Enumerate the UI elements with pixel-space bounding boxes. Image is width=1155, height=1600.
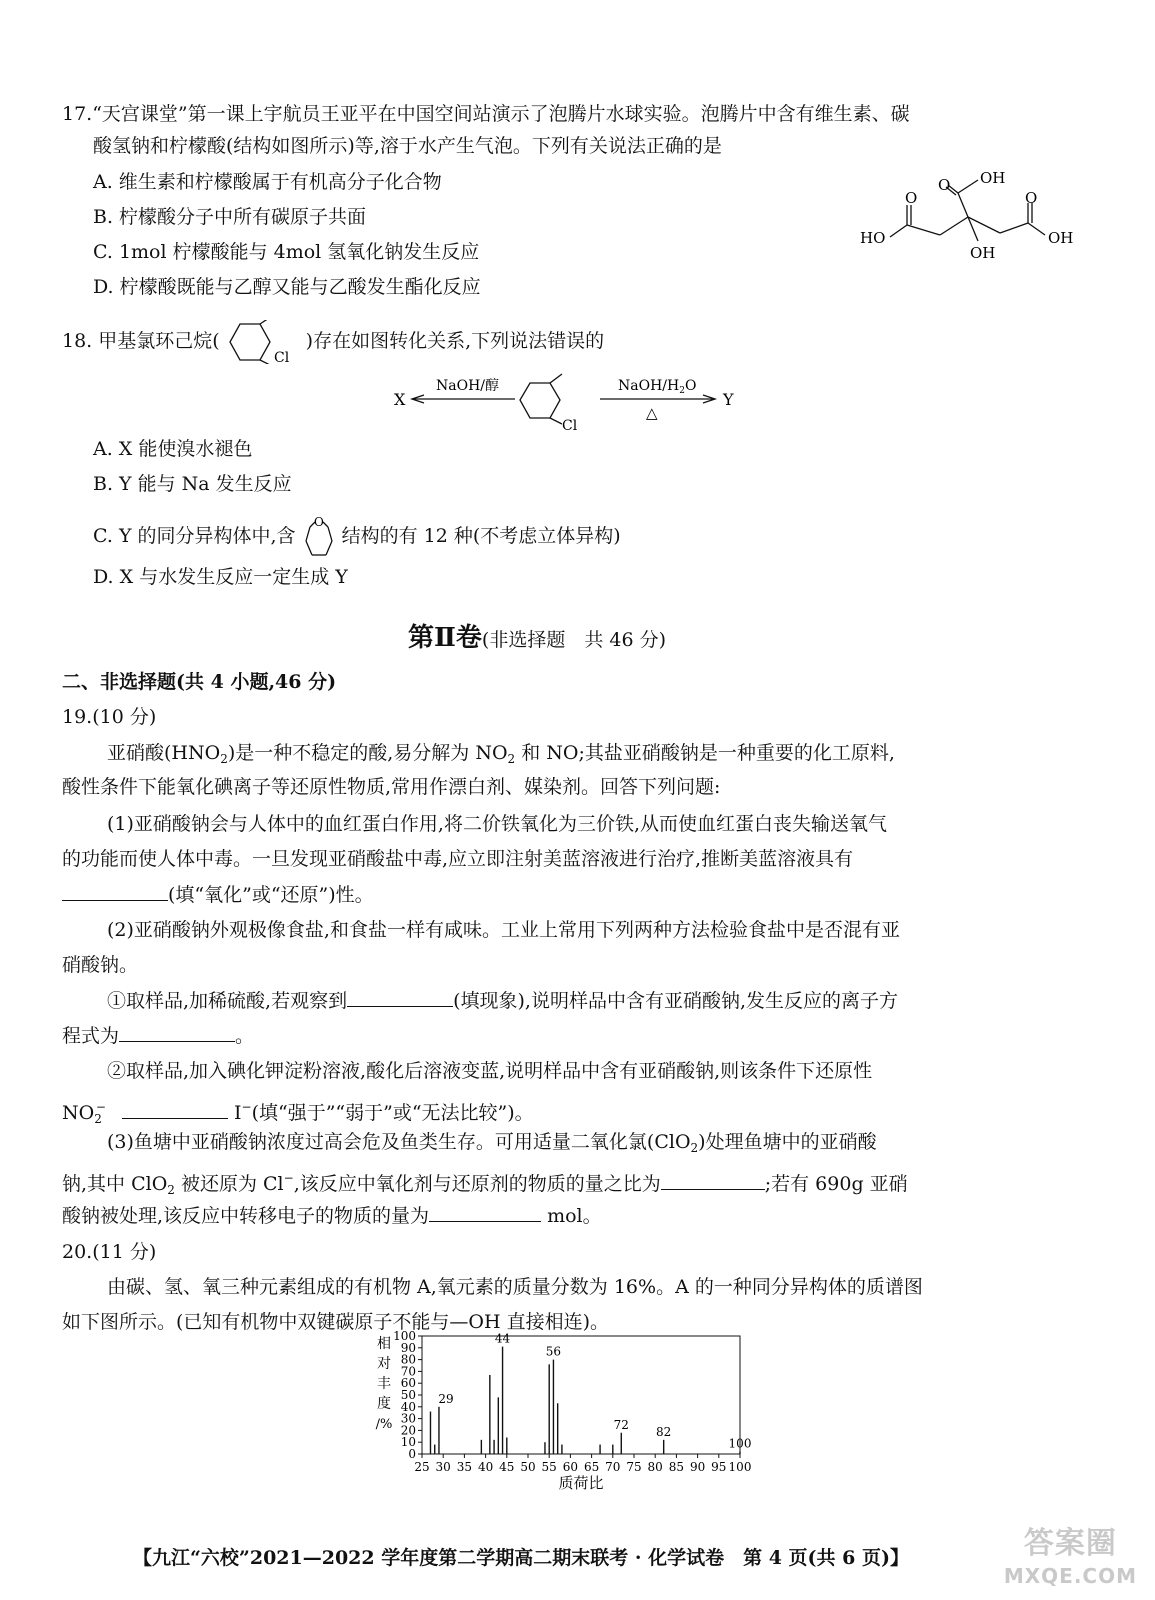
peak-label-100: 100 [728, 1436, 752, 1451]
x-tick-label: 25 [414, 1460, 430, 1474]
x-tick-label: 95 [711, 1460, 727, 1474]
y-label-unit: /% [375, 1417, 393, 1432]
chart-x-axis-label: 质荷比 [558, 1474, 604, 1490]
page-footer: 【九江“六校”2021—2022 学年度第二学期高二期末联考 · 化学试卷 第 4 页(共 6 页)】 [133, 1547, 909, 1569]
q19-p3-line2: 钠,其中 ClO$_2$ 被还原为 Cl−,该反应中氧化剂与还原剂的物质的量之比为 ;若有 690g 亚硝 [62, 1171, 908, 1197]
citric-acid-structure [850, 165, 1090, 265]
q18-stem-pre: 18. 甲基氯环己烷( [62, 330, 220, 352]
q17-stem-line1: 17.“天宫课堂”第一课上宇航员王亚平在中国空间站演示了泡腾片水球实验。泡腾片中含有维生素、碳 [62, 103, 910, 125]
q19-p2-line2: 硝酸钠。 [62, 954, 139, 976]
struct-oh-top: OH [980, 169, 1006, 187]
methylchlorocyclohexane-icon [220, 320, 306, 364]
y-tick-label: 40 [400, 1399, 416, 1414]
scheme-x-label: X [394, 390, 406, 409]
x-tick-label: 35 [456, 1460, 473, 1474]
q18-stem-post: )存在如图转化关系,下列说法错误的 [305, 330, 605, 352]
x-tick-label: 75 [626, 1460, 642, 1474]
struct-o-label: O [938, 176, 951, 194]
q18-option-b: B. Y 能与 Na 发生反应 [93, 473, 292, 495]
peak-label-29: 29 [438, 1391, 454, 1406]
y-label-char: 对 [377, 1356, 391, 1372]
section-2-title-text: 第Ⅱ卷 [408, 623, 482, 653]
y-tick-label: 80 [400, 1352, 416, 1367]
x-tick-label: 30 [435, 1460, 451, 1474]
struct-ho-left: HO [860, 229, 886, 247]
q19-p1-line3: (填“氧化”或“还原”)性。 [62, 882, 374, 907]
x-tick-label: 90 [689, 1460, 706, 1474]
x-tick-label: 50 [520, 1460, 536, 1474]
section-2-title [408, 617, 666, 654]
chart-frame [422, 1336, 740, 1454]
peak-label-72: 72 [613, 1417, 629, 1432]
q19-p2a-line1: ①取样品,加稀硫酸,若观察到 (填现象),说明样品中含有亚硝酸钠,发生反应的离子方 [107, 990, 898, 1012]
x-tick-label: 60 [562, 1460, 579, 1474]
y-tick-label: 60 [400, 1376, 416, 1391]
watermark-top: 答案圈 [1023, 1526, 1117, 1561]
chart-x-ticks [414, 1454, 751, 1474]
y-tick-label: 30 [400, 1411, 416, 1426]
y-label-char: 相 [377, 1336, 391, 1352]
x-tick-label: 65 [583, 1460, 600, 1474]
q19-p1-line2: 的功能而使人体中毒。一旦发现亚硝酸盐中毒,应立即注射美蓝溶液进行治疗,推断美蓝溶液具有 [62, 848, 854, 870]
q18-stem [62, 320, 604, 364]
struct-o-left: O [905, 189, 918, 207]
q19-p2b-line1: ②取样品,加入碘化钾淀粉溶液,酸化后溶液变蓝,说明样品中含有亚硝酸钠,则该条件下还原性 [107, 1060, 873, 1082]
x-tick-label: 85 [668, 1460, 685, 1474]
q18-option-c-post: 结构的有 12 种(不考虑立体异构) [341, 525, 621, 547]
ring-o-label: O [313, 515, 324, 529]
watermark-logo [1004, 1528, 1137, 1592]
q19-blank-2[interactable] [347, 988, 453, 1007]
struct-o-right: O [1025, 189, 1038, 207]
peak-label-82: 82 [656, 1424, 672, 1439]
q18-option-c [93, 513, 621, 561]
mass-spectrum-chart [370, 1330, 770, 1490]
y-tick-label: 20 [400, 1423, 416, 1438]
q19-p3-line1: (3)鱼塘中亚硝酸钠浓度过高会危及鱼类生存。可用适量二氧化氯(ClO$_2$)处理鱼塘中的亚硝酸 [107, 1131, 877, 1155]
y-label-char: 度 [377, 1396, 391, 1412]
y-label-char: 丰 [377, 1376, 391, 1392]
q17-option-d: D. 柠檬酸既能与乙醇又能与乙酸发生酯化反应 [93, 276, 481, 298]
y-tick-label: 10 [400, 1435, 416, 1450]
q18-option-c-pre: C. Y 的同分异构体中,含 [93, 525, 296, 547]
q20-line1: 由碳、氢、氧三种元素组成的有机物 A,氧元素的质量分数为 16%。A 的一种同分异构体的质谱图 [107, 1276, 923, 1298]
scheme-reagent-left: NaOH/醇 [436, 378, 499, 394]
chart-peaks [430, 1332, 751, 1454]
q18-inline-cl: Cl [273, 350, 289, 364]
q19-p2b-line2: $NO_2^-$ I−(填“强于”“弱于”或“无法比较”)。 [62, 1100, 534, 1126]
section-2-heading: 二、非选择题(共 4 小题,46 分) [62, 671, 337, 693]
q19-p2a-line2: 程式为 。 [62, 1025, 255, 1047]
q17-stem-line2: 酸氢钠和柠檬酸(结构如图所示)等,溶于水产生气泡。下列有关说法正确的是 [93, 135, 722, 157]
q19-intro-line1: 亚硝酸$(HNO_2)$是一种不稳定的酸,易分解为 $NO_2$ 和 NO;其盐亚硝酸钠是一种重要的化工原料, [107, 742, 895, 766]
x-tick-label: 70 [605, 1460, 621, 1474]
y-tick-label: 0 [408, 1447, 416, 1461]
q19-intro-line2: 酸性条件下能氧化碘离子等还原性物质,常用作漂白剂、媒染剂。回答下列问题: [62, 776, 721, 798]
q20-number: 20.(11 分) [62, 1241, 157, 1263]
q19-blank-1[interactable] [62, 882, 168, 901]
x-tick-label: 55 [541, 1460, 557, 1474]
q19-number: 19.(10 分) [62, 706, 157, 728]
y-tick-label: 100 [393, 1330, 416, 1343]
tetrahydropyran-ring-icon [296, 513, 342, 561]
scheme-heat-symbol: △ [646, 404, 658, 422]
q19-blank-4[interactable] [122, 1100, 228, 1119]
chart-y-ticks [393, 1330, 422, 1461]
scheme-reagent-right: NaOH/$H_2O$ [618, 378, 697, 396]
q19-blank-3[interactable] [119, 1023, 235, 1042]
x-tick-label: 100 [728, 1460, 752, 1474]
x-tick-label: 80 [647, 1460, 663, 1474]
x-tick-label: 45 [499, 1460, 515, 1474]
q19-blank-6[interactable] [429, 1203, 541, 1222]
q17-option-b: B. 柠檬酸分子中所有碳原子共面 [93, 206, 367, 228]
struct-oh-bottom: OH [970, 244, 996, 262]
q19-p3-line3: 酸钠被处理,该反应中转移电子的物质的量为 mol。 [62, 1205, 602, 1227]
q18-option-a: A. X 能使溴水褪色 [93, 438, 253, 460]
scheme-cl-label: Cl [562, 418, 578, 434]
watermark-bottom: MXQE.COM [1003, 1564, 1137, 1588]
chart-y-axis-label [376, 1335, 393, 1432]
scheme-y-label: Y [723, 390, 734, 409]
q18-option-d: D. X 与水发生反应一定生成 Y [93, 566, 348, 588]
peak-label-56: 56 [545, 1344, 562, 1359]
q17-option-a: A. 维生素和柠檬酸属于有机高分子化合物 [93, 171, 442, 193]
peak-label-44: 44 [494, 1331, 511, 1346]
q19-p2-line1: (2)亚硝酸钠外观极像食盐,和食盐一样有咸味。工业上常用下列两种方法检验食盐中是否混有亚 [107, 919, 900, 941]
x-tick-label: 40 [477, 1460, 494, 1474]
section-2-subtitle: (非选择题 共 46 分) [481, 629, 667, 651]
y-tick-label: 50 [400, 1388, 416, 1402]
struct-oh-right: OH [1048, 229, 1074, 247]
y-tick-label: 90 [400, 1340, 416, 1355]
q17-option-c: C. 1mol 柠檬酸能与 4mol 氢氧化钠发生反应 [93, 241, 480, 263]
q20-line2: 如下图所示。(已知有机物中双键碳原子不能与—OH 直接相连)。 [62, 1311, 610, 1333]
reaction-scheme [390, 368, 750, 438]
y-tick-label: 70 [400, 1364, 416, 1379]
q19-p1-line1: (1)亚硝酸钠会与人体中的血红蛋白作用,将二价铁氧化为三价铁,从而使血红蛋白丧失输送氧气 [107, 813, 887, 835]
q19-blank-5[interactable] [661, 1171, 765, 1190]
